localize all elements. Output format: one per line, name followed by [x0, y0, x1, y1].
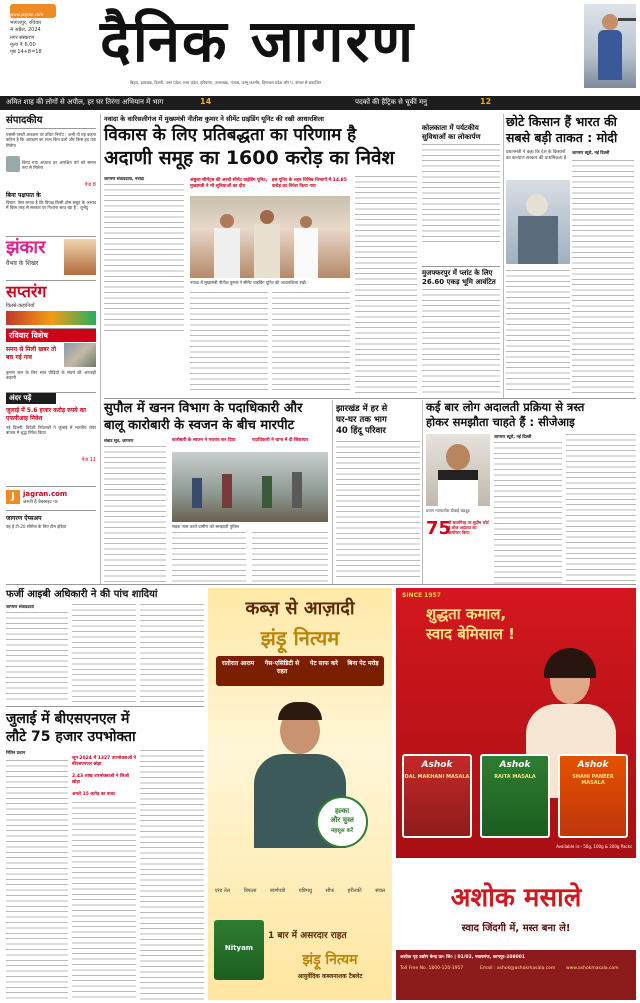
- jagran-web-sub: जरूरी है वेबसाइट पर: [23, 500, 58, 505]
- andar-title: अंदर पढ़ें: [6, 393, 56, 404]
- nityam-ingredient: संचल: [375, 888, 386, 894]
- ashok-phone: Toll Free No. 1800-120-1957: [400, 966, 464, 971]
- court-body-2: [566, 434, 636, 584]
- modi-dateline: जागरण ब्यूरो, नई दिल्ली: [572, 150, 610, 155]
- fraud-headline: फर्जी आइबी अधिकारी ने की पांच शादियां: [6, 589, 158, 600]
- bsnl-bullet-3: अगले 15 करोड़ का बजट: [72, 792, 116, 797]
- ashok-pack-brand: Ashok: [577, 760, 609, 770]
- jharkhand-story: [336, 404, 420, 584]
- ashok-web[interactable]: www.ashokmasala.com: [566, 966, 619, 971]
- jharkhand-body: [336, 441, 420, 579]
- top-bar-left[interactable]: अमित शाह की लोगों से अपील, हर घर तिरंगा अभियान में भाग: [6, 98, 164, 106]
- jharkhand-headline-2: घर-घर तक भाग: [336, 415, 387, 425]
- lead-photo-caption-2: इस यूनिट के तहत विभिन्न विभागों में 14.85 करोड़ का निवेश किया गया: [272, 178, 347, 189]
- ashok-avail: Available in:- 50g, 100g & 200g Packs: [556, 844, 632, 849]
- opinion-text: विचार: ऐसा लगता है कि विपक्ष किसी ठोस सबूत के अभाव में किस तरह से सरकार पर निशाना साध रहा है : शुभेंदु: [6, 200, 96, 211]
- ashok-pack-3: [558, 754, 628, 838]
- top-bar-right[interactable]: पदकों की हैट्रिक से चूकीं मनु: [355, 98, 428, 106]
- bsnl-story: [6, 710, 204, 1000]
- lead-body-col-3: [272, 292, 350, 392]
- jagran-web-label: jagran.com: [23, 490, 68, 498]
- fraud-dateline: जागरण संवाददाता: [6, 604, 34, 609]
- bsnl-bullet-1: जून 2024 में 1327 उपभोक्ताओं ने बीएसएनएल छोड़ा: [72, 756, 136, 767]
- left-sidebar: [6, 114, 96, 584]
- nityam-ingredients: [208, 888, 392, 914]
- app-text: यह है टी-20 सीरीज के लिए टीम इंडिया: [6, 524, 67, 529]
- supaul-photo-caption: सड़क जाम करते ग्रामीण को समझाती पुलिस: [172, 524, 239, 529]
- nityam-feature-3: पेट साफ करे: [310, 660, 338, 667]
- masthead-title: दैनिक जागरण: [100, 7, 416, 75]
- court-headline-2: होकर समझौता चाहते हैं : सीजेआइ: [426, 415, 575, 429]
- ashok-tagline-1: शुद्धता कमाल,: [426, 605, 507, 623]
- lead-photo-caption: नवादा में मुख्यमंत्री नीतीश कुमार ने सीमेंट ग्राइंडिंग यूनिट की आधारशिला रखी: [190, 280, 306, 285]
- side-body-2: [422, 289, 500, 393]
- saptrang-title: सप्तरंग: [6, 282, 47, 301]
- supaul-bullet-1: कारोबारी के स्वजन ने पथराव कर दिया: [172, 438, 236, 443]
- nityam-brand: झंड़ू नित्यम: [260, 626, 340, 650]
- side-story-1: [422, 124, 500, 224]
- lead-headline-2: अदाणी समूह का 1600 करोड़ का निवेश: [104, 147, 395, 169]
- court-stat: 75: [426, 518, 452, 539]
- fraud-story: [6, 588, 204, 702]
- lead-kicker: [104, 114, 420, 124]
- nityam-feature-2: गैस-एसिडिटी से राहत: [264, 660, 300, 675]
- side-body-1: [422, 144, 500, 244]
- ashok-ad[interactable]: [396, 588, 636, 1000]
- supaul-body-2: [172, 532, 246, 584]
- jharkhand-headline-1: झारखंड में हर से: [336, 404, 388, 414]
- andar-item[interactable]: जुलाई में 5.6 हजार करोड़ रुपये का एफपीआइ निवेश: [6, 407, 86, 422]
- nityam-top: कब्ज़ से आज़ादी: [245, 598, 355, 619]
- ashok-pack-3-label: SHAHI PANEER MASALA: [572, 774, 614, 786]
- ashok-pack-1-label: DAL MAKHANI MASALA: [404, 774, 470, 780]
- jharkhand-headline-3: 40 हिंदू परिवार: [336, 426, 386, 436]
- nityam-pack: Nityam: [214, 920, 264, 980]
- lead-photo[interactable]: [190, 196, 350, 278]
- bsnl-body-1: [6, 760, 68, 1000]
- nityam-ingredient: स्वर्णपत्री: [269, 888, 286, 894]
- ashok-pack-brand: Ashok: [421, 760, 453, 770]
- ravivar-photo: [64, 343, 96, 367]
- opinion-title: बिना पक्षपात के: [6, 192, 41, 199]
- court-dateline: जागरण ब्यूरो, नई दिल्ली: [494, 434, 532, 439]
- nityam-badge-2: और चुस्त: [330, 816, 354, 824]
- masthead-price: मूल्य ₹ 6.00: [10, 42, 36, 48]
- bsnl-headline-1: जुलाई में बीएसएनएल में: [6, 711, 130, 727]
- ashok-slogan: स्वाद जिंदगी में, मस्त बना ले!: [461, 923, 571, 934]
- bsnl-body-3: [140, 750, 204, 1000]
- saptrang-photo: [6, 311, 96, 325]
- jhankar-box[interactable]: [6, 236, 96, 276]
- jhankar-sub: वैभव के शिखर: [6, 260, 39, 267]
- nityam-badge-1: हल्का: [334, 807, 350, 815]
- bsnl-bullet-2: 2.43 लाख उपभोक्ताओं ने जिओ छोड़ा: [72, 774, 129, 785]
- court-body-1: [494, 442, 562, 584]
- lead-kicker-text: नवादा के वारिसलीगंज में मुख्यमंत्री नीतीश कुमार ने सीमेंट ग्राइंडिंग यूनिट की रखी आधारशिला: [104, 115, 324, 123]
- nityam-ingredient: सौंफ: [325, 888, 335, 894]
- supaul-headline-2: बालू कारोबारी के स्वजन के बीच मारपीट: [104, 418, 295, 433]
- ravivar-title: रविवार विशेष: [6, 329, 96, 342]
- saptrang-box[interactable]: [6, 280, 96, 324]
- lead-dateline: जागरण संवाददाता, नवादा: [104, 176, 145, 181]
- top-bar-right-page: 12: [480, 97, 492, 106]
- top-bar: [0, 96, 640, 110]
- ashok-pack-2: [480, 754, 550, 838]
- editorial-page[interactable]: पेज 8: [84, 182, 96, 188]
- modi-sub: प्रधानमंत्री ने कहा कि देश के किसानों का कल्याण सरकार की प्राथमिकता है: [506, 150, 567, 161]
- nityam-ingredient: त्रिफला: [243, 888, 257, 894]
- bsnl-body-2: [72, 802, 136, 1000]
- modi-photo[interactable]: [506, 180, 570, 264]
- jhankar-photo: [64, 239, 96, 275]
- fraud-body-3: [140, 604, 204, 702]
- lead-photo-caption-1: अंबुजा सीमेंट्स की अरबों सीमेंट ग्राइंडिंग यूनिट, मुख्यमंत्री ने भी सुविधाओं का दौरा: [190, 178, 268, 189]
- masthead-edition: नगर संस्करण: [10, 35, 35, 41]
- masthead-date: 4 अप्रैल, 2024: [10, 27, 41, 33]
- side-title-1: कोलकाता में पर्यटकीय सुविधाओं का लोकार्पण: [422, 124, 481, 141]
- nityam-ingredient: यष्टिमधु: [298, 888, 312, 894]
- modi-body-1: [572, 160, 634, 280]
- masthead-pages: पृष्ठ 14+8=18: [10, 49, 42, 55]
- editorial-item: किया गया अपराध हर आरक्षित वर्ग को समान रूप से मिलेगा: [22, 160, 96, 171]
- masthead-location: भागलपुर, रविवार: [10, 20, 42, 26]
- app-box[interactable]: [6, 510, 96, 570]
- fraud-body-1: [6, 612, 68, 702]
- nityam-bottom: 1 बार में असरदार राहत: [268, 931, 347, 941]
- lead-headline-1: विकास के लिए प्रतिबद्धता का परिणाम है: [104, 125, 357, 145]
- supaul-body-3: [252, 532, 328, 584]
- app-title: जागरण ऐप्सअप: [6, 515, 42, 522]
- ashok-email: Email : ashok@ashokmasala.com: [480, 966, 556, 971]
- masthead: [0, 0, 640, 95]
- supaul-bullet-2: पदाधिकारी ने थाना में दी शिकायत: [252, 438, 308, 443]
- supaul-headline-1: सुपौल में खनन विभाग के पदाधिकारी और: [104, 401, 303, 416]
- ravivar-box[interactable]: [6, 328, 96, 388]
- jagran-j-icon: J: [6, 490, 20, 504]
- nityam-ingredient: एरंड तेल: [214, 888, 231, 894]
- court-photo-caption: प्रधान न्यायाधीश डीवाई चंद्रचूड़: [426, 508, 470, 513]
- court-stat-text: वीं सालगिरह पर सुप्रीम कोर्ट ने लोक अदालत का आयोजन किया: [448, 520, 489, 535]
- bsnl-dateline: नितिन प्रधान: [6, 750, 26, 755]
- court-story: [426, 400, 636, 584]
- ravivar-item-2: कृष्णा जल के लिए सात पीढ़ियों के संघर्ष की अनकही कहानी: [6, 370, 96, 381]
- court-photo[interactable]: [426, 434, 490, 506]
- ashok-pack-2-label: RAITA MASALA: [494, 774, 536, 780]
- supaul-photo[interactable]: [172, 452, 328, 522]
- nityam-ingredient: हरीतकी: [347, 888, 362, 894]
- side-title-2: मुजफ्फरपुर में प्लांट के लिए 26.60 एकड़ भूमि आवंटित: [422, 266, 500, 287]
- modi-body-3: [572, 284, 634, 394]
- nityam-ad[interactable]: [208, 588, 392, 1000]
- lead-body-col-1: [104, 184, 184, 332]
- modi-body-2: [506, 270, 570, 394]
- nityam-feature-1: रातोरात आराम: [221, 660, 255, 667]
- masthead-athlete-photo: [584, 4, 636, 88]
- nityam-feature-4: बिना पेट मरोड़: [347, 660, 379, 667]
- andar-box: [6, 392, 96, 484]
- ashok-brand-hi: अशोक मसाले: [450, 883, 582, 913]
- side-story-2: [422, 266, 500, 396]
- saptrang-sub: किस्से-कहानियाँ: [6, 303, 35, 309]
- masthead-site[interactable]: www.jagran.com: [10, 12, 44, 17]
- editorial-title: संपादकीय: [6, 114, 96, 129]
- editorial-item: एससी-एसटी आरक्षण पर उचित निर्णय : अभी तो यह कहना कठिन है कि आरक्षण का लाभ किन दलों और किस हद तक मिलेगा: [6, 132, 96, 148]
- jhankar-title: झंकार: [6, 237, 46, 258]
- supaul-body-1: [104, 446, 166, 584]
- lead-body-col-4: [355, 176, 417, 394]
- ashok-pack-1: [402, 754, 472, 838]
- nityam-tag: आयुर्वेदिक कब्जनाशक टैबलेट: [297, 973, 363, 980]
- nityam-brand-2: झंड़ू नित्यम: [302, 952, 358, 968]
- lead-body-col-2: [190, 292, 268, 392]
- fraud-body-2: [72, 604, 136, 702]
- masthead-editions: बिहार, झारखंड, दिल्ली, उत्तर प्रदेश, मध्य प्रदेश, हरियाणा, उत्तराखंड, पंजाब, जम्मू-कश्मीर, हिमाचल प्रदेश और प. बंगाल से प्रकाशित: [130, 80, 322, 85]
- court-headline-1: कई बार लोग अदालती प्रक्रिया से त्रस्त: [426, 400, 585, 414]
- modi-headline-2: सबसे बड़ी ताकत : मोदी: [506, 130, 618, 145]
- ashok-tagline-2: स्वाद बेमिसाल !: [426, 625, 515, 643]
- author-avatar: [6, 156, 20, 172]
- bsnl-headline-2: लौटे 75 हजार उपभोक्ता: [6, 729, 136, 745]
- ashok-pack-brand: Ashok: [499, 760, 531, 770]
- ashok-since: SINCE 1957: [402, 592, 441, 599]
- ravivar-item: समय से मिली खबर तो बच गई नाव: [6, 346, 57, 361]
- modi-headline-1: छोटे किसान हैं भारत की: [506, 114, 617, 129]
- nityam-badge-3: महसूस करें: [330, 828, 354, 834]
- supaul-story: [104, 400, 328, 584]
- modi-story: [506, 114, 636, 398]
- top-bar-left-page: 14: [200, 97, 212, 106]
- andar-page[interactable]: पेज 11: [81, 457, 96, 463]
- andar-text: नई दिल्ली: विदेशी निवेशकों ने जुलाई में भारतीय शेयर बाजार में शुद्ध निवेश किया: [6, 425, 96, 436]
- ashok-footer: अशोक गृह उद्योग केन्द्र प्रा० लि० | 01/02, नवाबगंज, कानपुर-208001: [400, 955, 526, 960]
- jagran-web-box[interactable]: [6, 486, 96, 508]
- supaul-dateline: संवाद सूत्र, जागरण: [104, 438, 134, 443]
